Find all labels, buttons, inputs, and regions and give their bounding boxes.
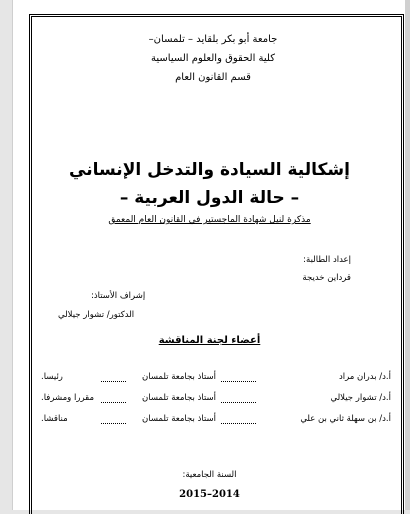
- dotted-leader: [221, 372, 256, 382]
- dotted-leader: [221, 393, 256, 403]
- jury-member-role: مناقشا.: [41, 414, 68, 424]
- document-page: [12, 0, 406, 510]
- jury-member-name: أ.د/ بدران مراد: [338, 372, 391, 382]
- dotted-leader: [101, 414, 126, 424]
- jury-member-role: رئيسا.: [41, 372, 63, 382]
- preparer-label: إعداد الطالبة:: [303, 255, 351, 265]
- jury-member-row: [41, 372, 391, 386]
- supervisor-name: الدكتور/ تشوار جيلالي: [58, 310, 135, 320]
- academic-year-label: السنة الجامعية:: [182, 470, 237, 480]
- jury-member-institution: أستاذ بجامعة تلمسان: [142, 393, 216, 403]
- department-name: قسم القانون العام: [175, 72, 251, 83]
- thesis-title-case: – حالة الدول العربية –: [119, 188, 300, 208]
- thesis-subtitle: مذكرة لنيل شهادة الماجستير في القانون العام المعمق: [108, 215, 311, 225]
- supervisor-label: إشراف الأستاذ:: [91, 291, 146, 301]
- dotted-leader: [101, 393, 126, 403]
- jury-member-name: أ.د/ تشوار جيلالي: [330, 393, 391, 403]
- vertical-scrollbar[interactable]: [405, 0, 410, 510]
- dotted-leader: [101, 372, 126, 382]
- faculty-name: كلية الحقوق والعلوم السياسية: [151, 53, 275, 64]
- jury-member-institution: أستاذ بجامعة تلمسان: [142, 414, 216, 424]
- preparer-name: قرداين خديجة: [302, 273, 351, 283]
- jury-member-name: أ.د/ بن سهلة ثاني بن علي: [300, 414, 391, 424]
- jury-member-row: [41, 414, 391, 428]
- academic-year-value: 2015–2014: [179, 489, 240, 500]
- jury-member-row: [41, 393, 391, 407]
- jury-title: أعضاء لجنة المناقشة: [158, 335, 261, 346]
- thesis-title: إشكالية السيادة والتدخل الإنساني: [69, 160, 350, 180]
- university-name: جامعة أبو بكر بلقايد – تلمسان–: [148, 34, 278, 45]
- jury-member-role: مقررا ومشرفا.: [41, 393, 94, 403]
- dotted-leader: [221, 414, 256, 424]
- jury-member-institution: أستاذ بجامعة تلمسان: [142, 372, 216, 382]
